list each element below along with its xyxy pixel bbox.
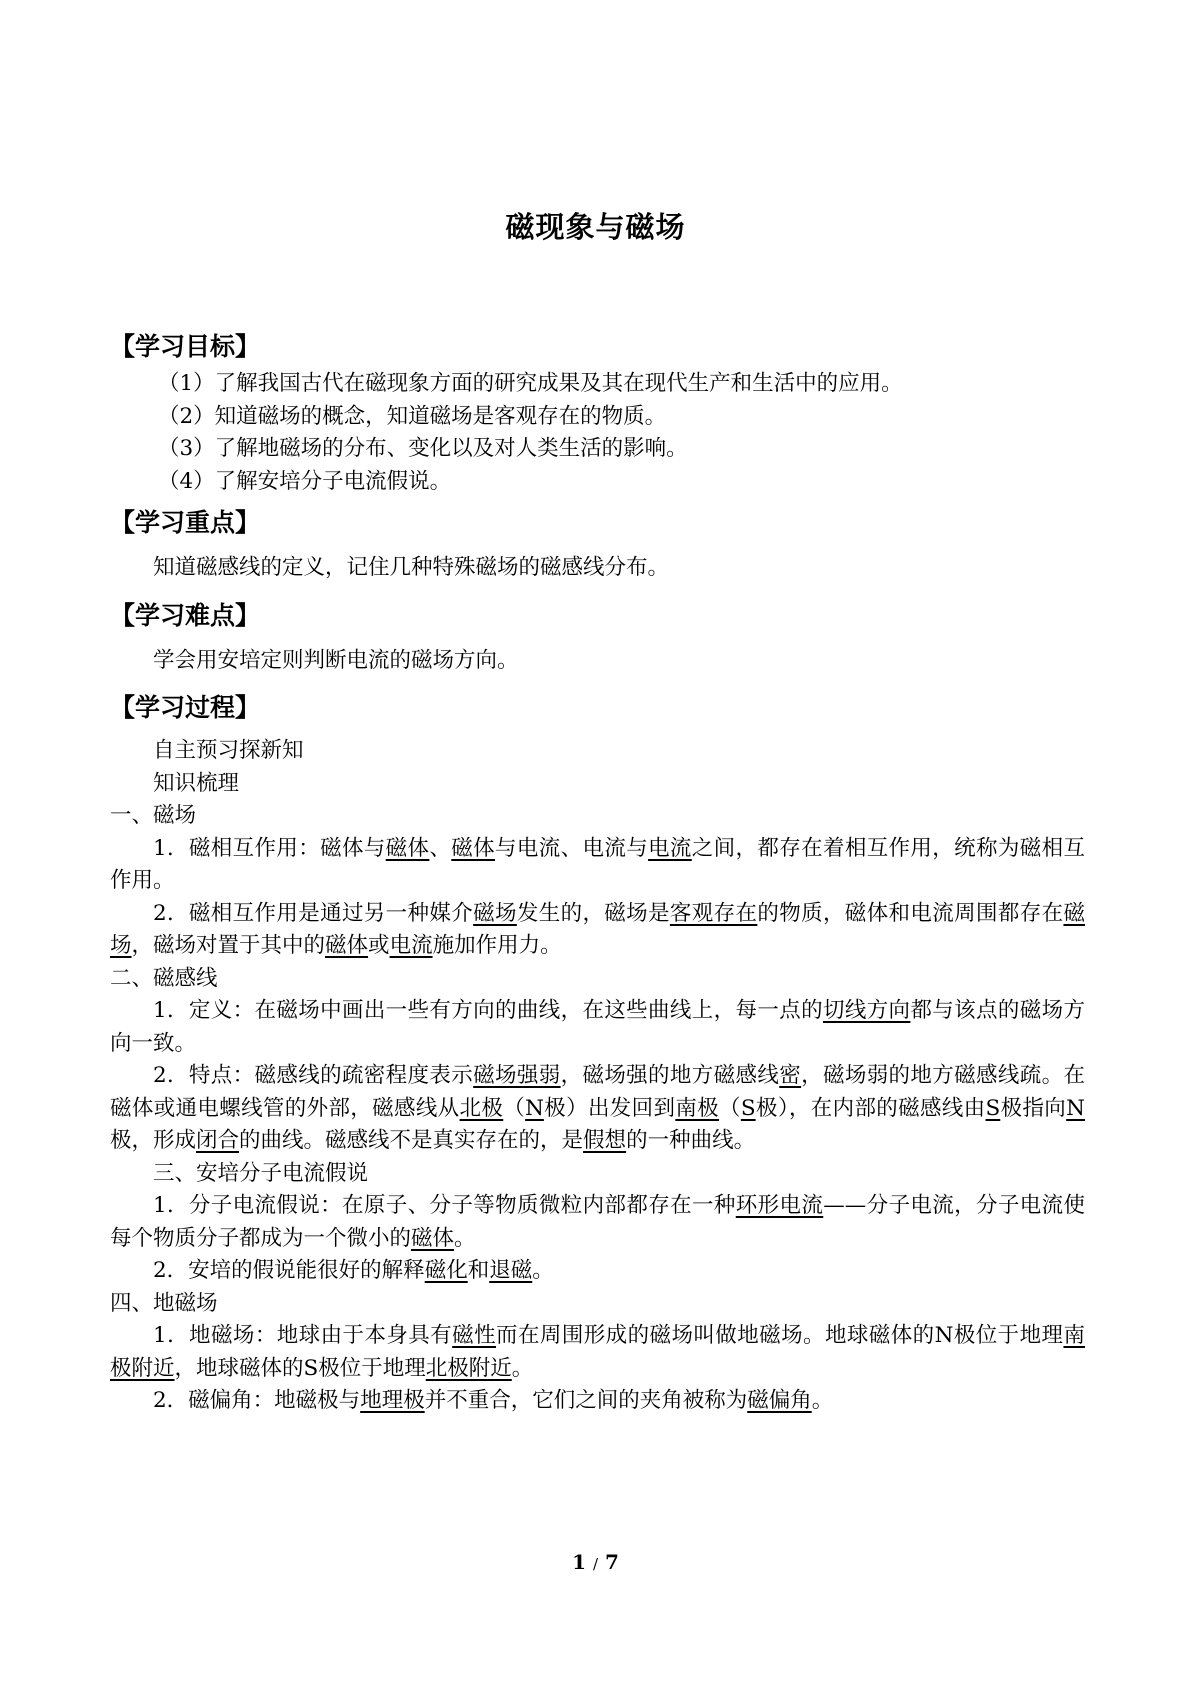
text-run: 极），在内部的磁感线由 (755, 1095, 986, 1121)
answer-blank: 磁体 (325, 933, 369, 958)
text-run: ，磁场对置于其中的 (131, 933, 326, 958)
text-run: 和 (467, 1258, 490, 1283)
answer-blank: 磁场 (473, 900, 517, 926)
key-heading: 【学习重点】 (110, 508, 261, 537)
paragraph (110, 995, 1085, 1060)
paragraph (110, 1190, 1085, 1255)
process-heading: 【学习过程】 (110, 693, 261, 722)
answer-blank: 磁体 (451, 835, 496, 861)
text-run: 1．磁相互作用：磁体与 (153, 835, 386, 861)
text-run: 或 (368, 933, 390, 958)
text-run: 施加作用力。 (432, 933, 562, 958)
text-run: 2．磁偏角：地磁极与 (153, 1388, 361, 1413)
answer-blank: 密 (779, 1063, 802, 1088)
goal-item: （4）了解安培分子电流假说。 (158, 468, 452, 494)
text-run: ，地球磁体的S极位于地理 (174, 1355, 426, 1381)
text-run: 2．特点：磁感线的疏密程度表示 (153, 1063, 474, 1088)
paragraph (110, 1320, 1085, 1385)
text-run: 。 (811, 1388, 834, 1413)
paragraph (110, 1255, 1085, 1288)
answer-blank: S (985, 1095, 1001, 1121)
answer-blank: 磁偏角 (747, 1388, 812, 1413)
process-subintro: 知识梳理 (153, 770, 240, 796)
process-intro: 自主预习探新知 (153, 738, 304, 763)
page-total: 7 (605, 1550, 619, 1574)
answer-blank: 假想 (583, 1128, 627, 1153)
document-title: 磁现象与磁场 (505, 210, 686, 244)
paragraph (110, 1060, 1085, 1158)
text-run: 1．分子电流假说：在原子、分子等物质微粒内部都存在一种 (153, 1193, 736, 1218)
text-run: 、 (429, 835, 452, 861)
difficult-text: 学会用安培定则判断电流的磁场方向。 (153, 647, 519, 673)
text-run: ，磁场弱的地方磁感线疏。在磁体或通电螺线管的外部，磁感线从 (110, 1063, 1085, 1121)
text-run: （ (503, 1095, 526, 1121)
answer-blank: 南极附近 (110, 1323, 1085, 1381)
text-run: 并不重合，它们之间的夹角被称为 (424, 1388, 748, 1413)
section-title: 四、地磁场 (110, 1290, 218, 1316)
answer-blank: 闭合 (196, 1128, 240, 1153)
answer-blank: 磁体 (411, 1225, 455, 1251)
text-run: 的一种曲线。 (626, 1128, 756, 1153)
goals-heading: 【学习目标】 (110, 332, 261, 361)
text-run: 2．磁相互作用是通过另一种媒介 (153, 900, 474, 926)
answer-blank: 客观存在 (669, 900, 758, 926)
paragraph (110, 833, 1085, 898)
section-title: 三、安培分子电流假说 (153, 1160, 369, 1186)
answer-blank: N (1066, 1095, 1085, 1121)
text-run: 。 (532, 1258, 554, 1283)
paragraph (110, 898, 1085, 963)
answer-blank: 磁场 (110, 900, 1085, 958)
answer-blank: 磁化 (424, 1258, 468, 1283)
text-run: 1．地磁场：地球由于本身具有 (153, 1323, 453, 1348)
page-separator: / (592, 1555, 599, 1573)
section-title: 一、磁场 (110, 803, 197, 828)
answer-blank: 磁体 (385, 835, 430, 861)
answer-blank: 南极 (675, 1095, 720, 1121)
text-run: 的物质，磁体和电流周围都存在 (757, 900, 1064, 926)
text-run: 极指向 (1000, 1095, 1067, 1121)
answer-blank: 地理极 (360, 1388, 425, 1413)
text-run: ——分子电流，分子电流使每个物质分子都成为一个微小的 (110, 1193, 1085, 1251)
text-run: 与电流、电流与 (495, 835, 649, 861)
answer-blank: 磁性 (452, 1323, 497, 1348)
answer-blank: N (525, 1095, 544, 1121)
answer-blank: 电流 (389, 933, 433, 958)
text-run: 而在周围形成的磁场叫做地磁场。地球磁体的N极位于地理 (496, 1323, 1064, 1348)
text-run: 。 (511, 1355, 534, 1381)
text-run: 的曲线。磁感线不是真实存在的，是 (239, 1128, 584, 1153)
difficult-heading: 【学习难点】 (110, 600, 261, 630)
page-number (0, 1550, 1191, 1574)
goal-item: （2）知道磁场的概念，知道磁场是客观存在的物质。 (158, 403, 667, 429)
text-run: 极）出发回到 (543, 1095, 676, 1121)
text-run: 之间，都存在着相互作用，统称为磁相互作用。 (110, 835, 1085, 893)
answer-blank: 北极 (459, 1095, 504, 1121)
text-run: ，磁场强的地方磁感线 (560, 1063, 780, 1088)
answer-blank: S (740, 1095, 756, 1121)
text-run: 2．安培的假说能很好的解释 (153, 1258, 425, 1283)
paragraph (110, 1385, 1085, 1418)
answer-blank: 环形电流 (735, 1193, 824, 1218)
answer-blank: 电流 (648, 835, 692, 861)
text-run: （ (719, 1095, 741, 1121)
answer-blank: 退磁 (489, 1258, 533, 1283)
text-run: 发生的，磁场是 (516, 900, 670, 926)
page-current: 1 (572, 1550, 586, 1574)
document-body (110, 330, 1085, 1418)
answer-blank: 切线方向 (822, 998, 911, 1023)
text-run: 1．定义：在磁场中画出一些有方向的曲线，在这些曲线上，每一点的 (153, 998, 823, 1023)
goal-item: （1）了解我国古代在磁现象方面的研究成果及其在现代生产和生活中的应用。 (158, 371, 903, 396)
text-run: 极，形成 (110, 1128, 197, 1153)
key-text: 知道磁感线的定义，记住几种特殊磁场的磁感线分布。 (153, 555, 670, 580)
goal-item: （3）了解地磁场的分布、变化以及对人类生活的影响。 (158, 436, 688, 461)
text-run: 都与该点的磁场方向一致。 (110, 998, 1085, 1056)
answer-blank: 北极附近 (425, 1355, 512, 1381)
text-run: 。 (454, 1225, 476, 1251)
answer-blank: 磁场强弱 (473, 1063, 561, 1088)
section-title: 二、磁感线 (110, 965, 218, 991)
